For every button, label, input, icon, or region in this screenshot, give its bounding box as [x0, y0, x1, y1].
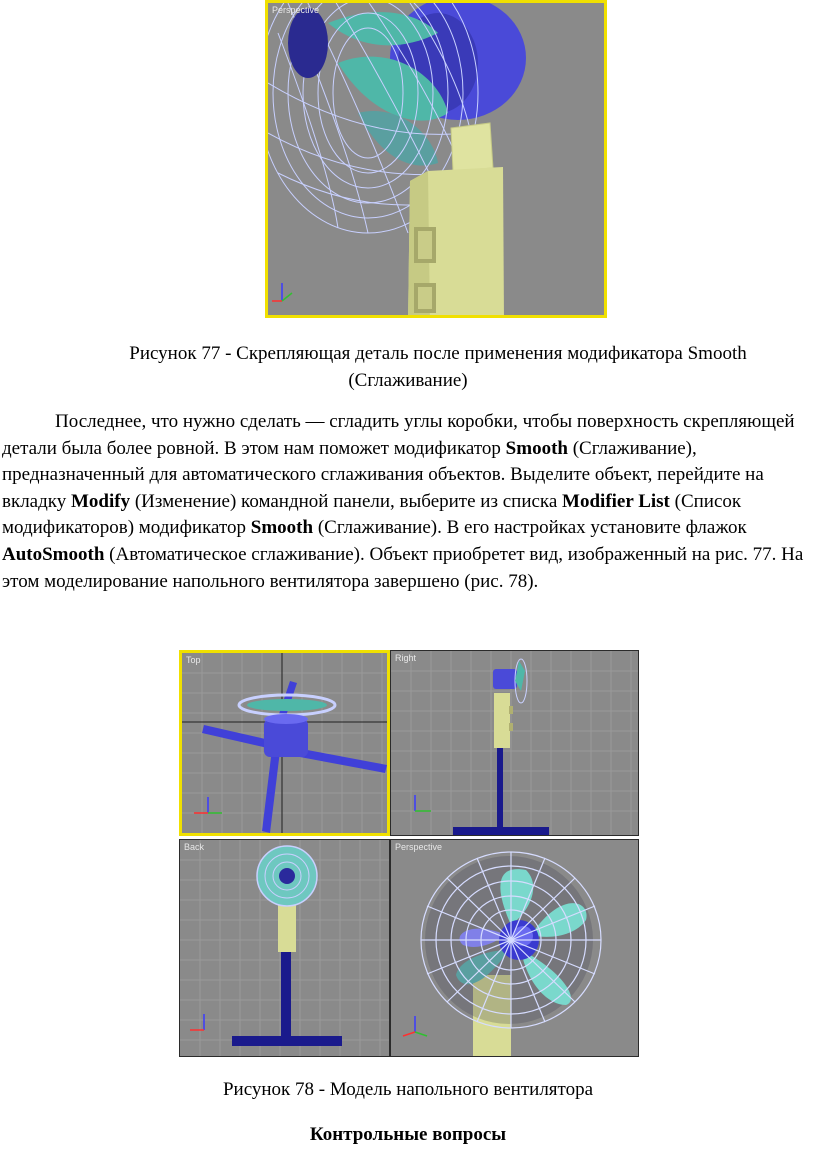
- perspective-viewport-fig77[interactable]: [265, 0, 607, 318]
- viewport-label: Top: [186, 655, 201, 665]
- viewport-label: Perspective: [272, 5, 320, 15]
- para-text-1: Последнее, что нужно сделать — сгладить углы коробки, чтобы поверхность скрепляющей детали была более ровной. В этом нам поможет модификатор: [2, 411, 795, 459]
- term-modify: Modify: [71, 490, 131, 512]
- para-text-3: (Изменение) командной панели, выберите из списка: [130, 490, 563, 512]
- figure-77-caption: [0, 342, 816, 366]
- figure-77-caption-line-2: (Сглаживание): [348, 370, 468, 391]
- term-autosmooth: AutoSmooth: [2, 543, 105, 565]
- figure-77: [265, 0, 607, 318]
- section-heading: Контрольные вопросы: [309, 1124, 507, 1145]
- viewport-label: Back: [184, 842, 205, 852]
- top-viewport[interactable]: [179, 650, 390, 836]
- back-viewport[interactable]: [179, 839, 390, 1057]
- figure-78-caption: Рисунок 78 - Модель напольного вентилятора: [222, 1079, 594, 1100]
- viewport-label: Perspective: [395, 842, 443, 852]
- caption-line-1: Рисунок 77 - Скрепляющая деталь после применения модификатора Smooth: [129, 343, 747, 364]
- fan-back-view-render: [180, 840, 390, 1057]
- body-paragraph: [2, 409, 812, 595]
- fan-perspective-render: [391, 840, 639, 1057]
- fan-closeup-render: [268, 3, 607, 318]
- fan-right-view-render: [391, 651, 639, 836]
- viewport-label: Right: [395, 653, 417, 663]
- term-smooth: Smooth: [505, 437, 568, 459]
- para-text-6: (Автоматическое сглаживание). Объект приобретет вид, изображенный на рис. 77. На этом моделирование напольного вентилятора завершено (рис. 78).: [2, 543, 804, 592]
- term-modifier-list: Modifier List: [562, 490, 670, 512]
- para-text-2: (Сглаживание), предназначенный для автоматического сглаживания объектов. Выделите объект, перейдите на вкладку: [2, 437, 764, 512]
- para-text-5: (Сглаживание). В его настройках установите флажок: [313, 517, 747, 539]
- figure-78: [179, 650, 639, 1057]
- perspective-viewport-fig78[interactable]: [390, 839, 639, 1057]
- para-text-4: (Список модификаторов) модификатор: [2, 490, 742, 539]
- right-viewport[interactable]: [390, 650, 639, 836]
- fan-top-view-render: [182, 653, 390, 836]
- term-smooth-2: Smooth: [250, 517, 314, 539]
